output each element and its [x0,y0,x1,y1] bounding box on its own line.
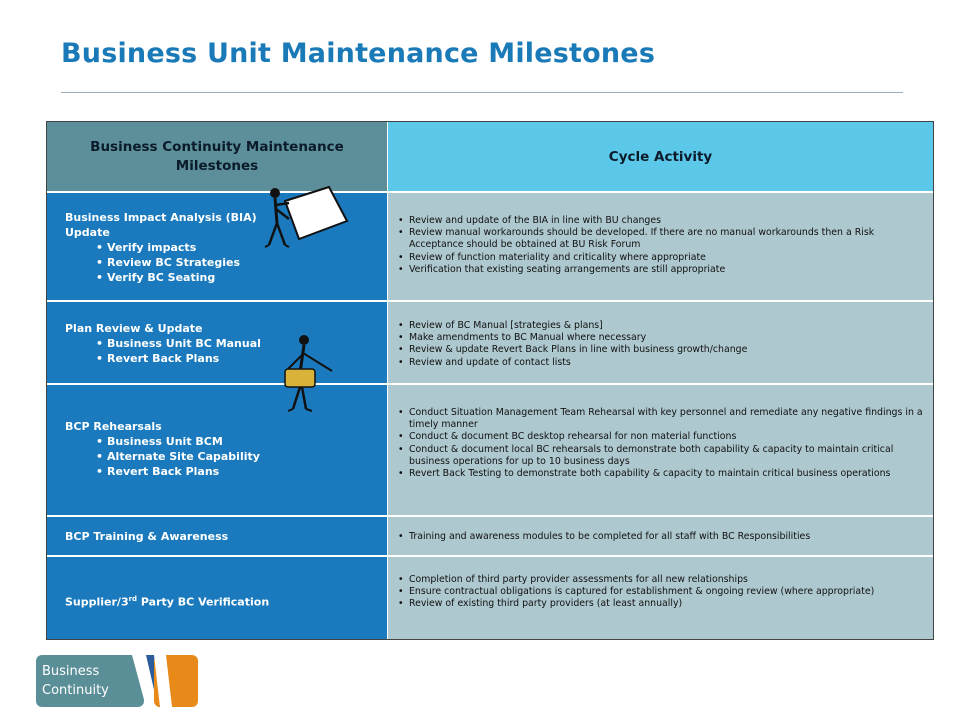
milestone-item: • Verify BC Seating [105,270,257,285]
activity-item: • Make amendments to BC Manual where necessary [398,332,929,344]
milestone-cell [47,557,387,639]
activity-item: • Conduct Situation Management Team Rehearsal with key personnel and remediate any negative findings in a timely manner [398,407,929,431]
header-right: Cycle Activity [388,122,933,191]
table-row [47,557,933,639]
milestone-heading: BCP Training & Awareness [65,530,229,543]
activity-cell [388,302,933,383]
activity-item: • Review of BC Manual [strategies & plans] [398,320,929,332]
table-row [47,385,933,515]
milestones-table [46,121,934,640]
table-row [47,302,933,383]
activity-item: • Review manual workarounds should be developed. If there are no manual workarounds then a Risk Acceptance should be obtained at BU Risk Forum [398,227,929,251]
business-continuity-logo [36,655,198,707]
activity-item: • Ensure contractual obligations is captured for establishment & ongoing review (where appropriate) [398,586,929,598]
activity-item: • Conduct & document local BC rehearsals to demonstrate both capability & capacity to maintain critical business operations for up to 10 business days [398,444,929,468]
activity-item: • Review & update Revert Back Plans in line with business growth/change [398,344,929,356]
stick-figure-sign-icon [255,183,355,255]
logo-line2: Continuity [42,683,109,698]
milestone-heading: Business Impact Analysis (BIA) Update [65,211,257,239]
activity-item: • Review and update of the BIA in line with BU changes [398,215,929,227]
milestone-item: • Verify impacts [105,240,257,255]
activity-item: • Revert Back Testing to demonstrate both capability & capacity to maintain critical business operations [398,468,929,480]
title-divider [61,92,903,93]
activity-item: • Training and awareness modules to be completed for all staff with BC Responsibilities [398,531,929,543]
milestone-item: • Business Unit BCM [105,434,260,449]
milestone-item: • Revert Back Plans [105,464,260,479]
milestone-heading: Plan Review & Update [65,322,203,335]
activity-cell [388,517,933,555]
activity-item: • Review and update of contact lists [398,357,929,369]
stick-figure-briefcase-icon [280,333,338,415]
activity-cell [388,193,933,300]
activity-item: • Verification that existing seating arrangements are still appropriate [398,264,929,276]
milestone-item: • Revert Back Plans [105,351,261,366]
activity-item: • Review of existing third party providers (at least annually) [398,598,929,610]
activity-item: • Review of function materiality and criticality where appropriate [398,252,929,264]
table-row [47,193,933,300]
milestone-heading: BCP Rehearsals [65,420,162,433]
table-row [47,517,933,555]
activity-cell [388,385,933,515]
milestone-cell [47,517,387,555]
logo-line1: Business [42,664,100,679]
milestone-item: • Alternate Site Capability [105,449,260,464]
milestone-item: • Business Unit BC Manual [105,336,261,351]
slide-title: Business Unit Maintenance Milestones [61,38,656,69]
header-left: Business Continuity Maintenance Milestones [47,122,387,191]
table-header-row [47,122,933,191]
activity-cell [388,557,933,639]
activity-item: • Conduct & document BC desktop rehearsal for non material functions [398,431,929,443]
activity-item: • Completion of third party provider assessments for all new relationships [398,574,929,586]
milestone-heading: Supplier/3rd Party BC Verification [65,595,270,609]
milestone-item: • Review BC Strategies [105,255,257,270]
